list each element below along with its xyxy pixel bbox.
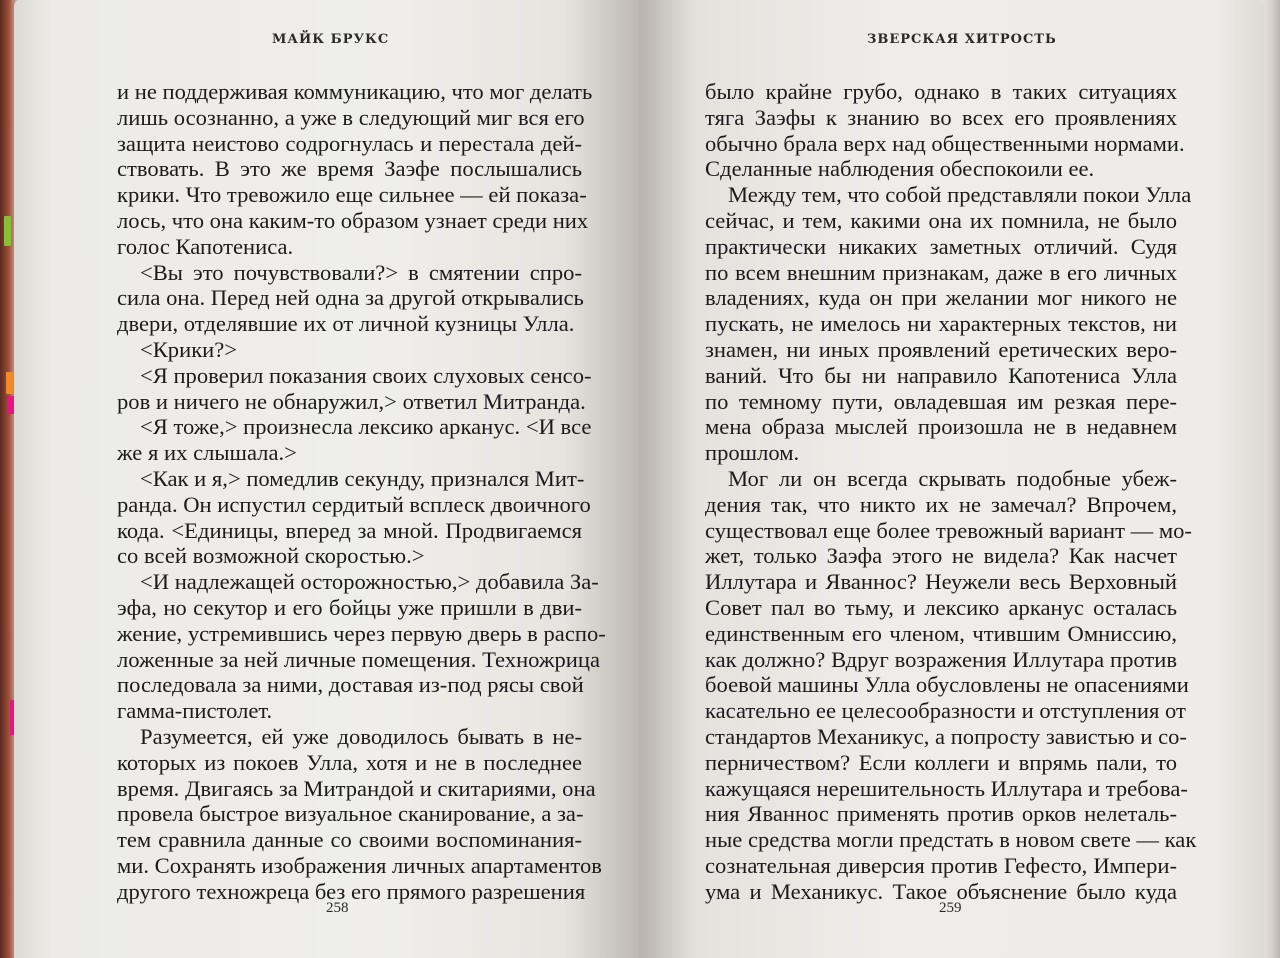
text-line: Иллутара и Яваннос? Неужели весь Верховный — [705, 569, 1177, 595]
text-line: жение, устремившись через первую дверь в распо- — [117, 620, 606, 646]
text-line: стандартов Механикус, а попросту завистью и со- — [705, 723, 1187, 749]
page-number: 259 — [939, 900, 962, 916]
text-line: как должно? Вдруг возражения Иллутара против — [705, 646, 1177, 672]
page-tab-marker — [4, 216, 11, 246]
page-tab-marker — [6, 372, 13, 394]
text-line: которых из покоев Улла, хотя и не в последнее — [117, 749, 582, 775]
text-line: <Я проверил показания своих слуховых сенсо- — [140, 362, 592, 388]
running-head: МАЙК БРУКС — [272, 32, 390, 47]
text-line: практически никаких заметных отличий. Судя — [705, 233, 1177, 259]
text-line: ложенные за ней личные помещения. Техножрица — [117, 646, 601, 672]
running-head: ЗВЕРСКАЯ ХИТРОСТЬ — [867, 32, 1057, 47]
text-line: ния Яваннос применять против орков нелеталь- — [705, 801, 1177, 827]
text-line: лишь осознанно, а уже в следующий миг вся его — [117, 104, 585, 130]
text-line: Сделанные наблюдения обеспокоили ее. — [705, 156, 1095, 182]
text-line: Между тем, что собой представляли покои Улла — [728, 182, 1192, 208]
text-line: двери, отделявшие их от личной кузницы Улла. — [117, 311, 575, 337]
text-line: перничеством? Если коллеги и впрямь пали, то — [705, 749, 1177, 775]
text-line: жет, только Заэфа этого не видела? Как насчет — [705, 543, 1177, 569]
text-line: <Крики?> — [140, 336, 238, 362]
text-line: тяга Заэфы к знанию во всех его проявлениях — [705, 104, 1177, 130]
text-line: Совет пал во тьму, и лексико арканус осталась — [705, 594, 1177, 620]
text-line: ров и ничего не обнаружил,> ответил Митранда. — [117, 388, 586, 414]
text-line: пускать, не имелось ни характерных текстов, ни — [705, 311, 1177, 337]
text-line: по темному пути, овладевшая им резкая пере- — [705, 388, 1177, 414]
text-line: существовал еще более тревожный вариант — мо- — [705, 517, 1192, 543]
text-line: по всем внешним признакам, даже в его личных — [705, 259, 1177, 285]
text-line: <Я тоже,> произнесла лексико арканус. <И все — [140, 414, 592, 440]
text-line: сознательная диверсия против Гефесто, Импери- — [705, 852, 1177, 878]
text-line: защита неистово содрогнулась и перестала дей- — [117, 130, 582, 156]
text-line: голос Капотениса. — [117, 233, 294, 259]
page-body-text — [117, 79, 606, 905]
text-line: кода. <Единицы, вперед за мной. Продвигаемся — [117, 517, 582, 543]
text-line: со всей возможной скоростью.> — [117, 543, 425, 569]
text-line: дения так, что никто их не замечал? Впрочем, — [705, 491, 1177, 517]
text-line: обычно брала верх над общественными нормами. — [705, 130, 1185, 156]
text-line: ствовать. В это же время Заэфе послышались — [117, 156, 582, 182]
text-line: кажущаяся нерешительность Иллутара и требова- — [705, 775, 1188, 801]
text-line: эфа, но секутор и его бойцы уже пришли в дви- — [117, 594, 582, 620]
left-page — [14, 0, 639, 958]
text-line: сейчас, и тем, какими она их помнила, не было — [705, 207, 1177, 233]
text-line: Разумеется, ей уже доводилось бывать в не- — [140, 723, 582, 749]
text-line: другого техножреца без его прямого разрешения — [117, 878, 586, 904]
text-line: ные средства могли предстать в новом свете — как — [705, 827, 1197, 853]
text-line: <Вы это почувствовали?> в смятении спро- — [140, 259, 582, 285]
text-line: крики. Что тревожило еще сильнее — ей показа- — [117, 182, 587, 208]
text-line: единственным его членом, чтившим Омниссию, — [705, 620, 1177, 646]
text-line: провела быстрое визуальное сканирование, а за- — [117, 801, 584, 827]
text-line: знамен, ни иных проявлений еретических веро- — [705, 336, 1177, 362]
text-line: владениях, куда он при желании мог никого не — [705, 285, 1177, 311]
text-line: последовала за ними, доставая из-под рясы свой — [117, 672, 584, 698]
text-line: время. Двигаясь за Митрандой и скитариями, она — [117, 775, 596, 801]
text-line: мена образа мыслей произошла не в недавнем — [705, 414, 1177, 440]
text-line: касательно ее целесообразности и отступления от — [705, 698, 1186, 724]
right-page — [639, 0, 1264, 958]
text-line: сила она. Перед ней одна за другой открывались — [117, 285, 584, 311]
text-line: гамма-пистолет. — [117, 698, 273, 724]
text-line: <Как и я,> помедлив секунду, признался Мит- — [140, 465, 585, 491]
text-line: лось, что она каким-то образом узнает среди них — [117, 207, 589, 233]
text-line: ми. Сохранять изображения личных апартаментов — [117, 852, 602, 878]
text-line: и не поддерживая коммуникацию, что мог делать — [117, 79, 593, 104]
text-line: Мог ли он всегда скрывать подобные убеж- — [728, 465, 1177, 491]
page-number: 258 — [326, 900, 349, 916]
text-line: тем сравнила данные со своими воспоминания- — [117, 827, 582, 853]
text-line: ваний. Что бы ни направило Капотениса Улла — [705, 362, 1177, 388]
text-line: <И надлежащей осторожностью,> добавила За- — [140, 569, 599, 595]
text-line: боевой машины Улла обусловлены не опасениями — [705, 672, 1189, 698]
text-line: ранда. Он испустил сердитый всплеск двоичного — [117, 491, 591, 517]
text-line: ума и Механикус. Такое объяснение было куда — [705, 878, 1177, 904]
page-body-text — [705, 79, 1197, 905]
text-line: было крайне грубо, однако в таких ситуациях — [705, 79, 1177, 104]
text-line: прошлом. — [705, 440, 800, 466]
text-line: же я их слышала.> — [117, 440, 297, 466]
